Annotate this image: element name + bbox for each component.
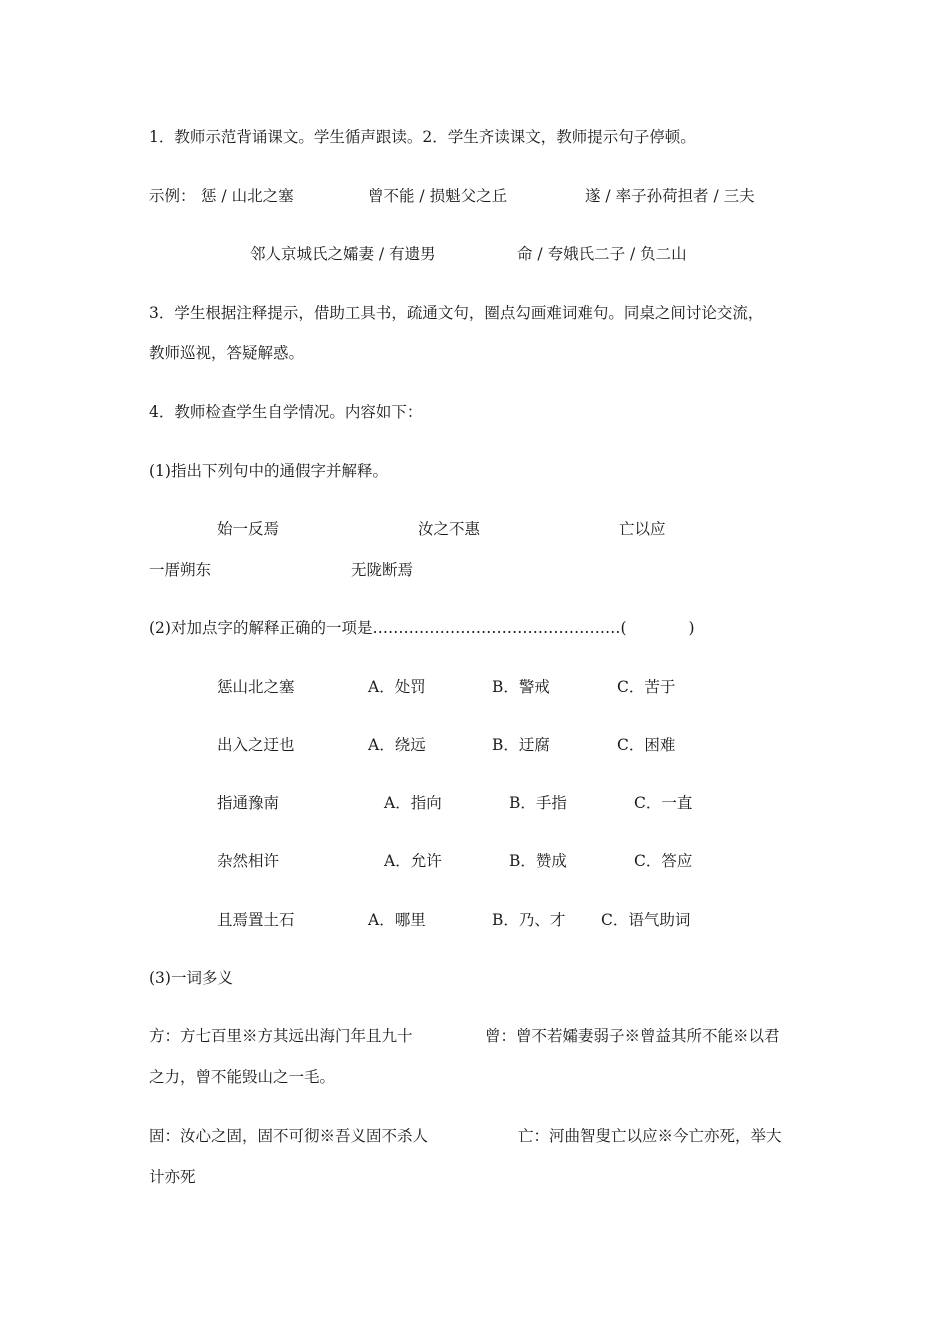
example-label: 示例：	[149, 187, 196, 205]
option-b: B．警戒	[492, 678, 550, 696]
example-item: 邻人京城氏之孀妻 / 有遗男	[250, 245, 436, 263]
question-2-word: 出入之迂也	[217, 736, 295, 754]
option-a: A．处罚	[368, 678, 426, 696]
paragraph-recitation: 1．教师示范背诵课文。学生循声跟读。2．学生齐读课文，教师提示句子停顿。	[149, 128, 696, 146]
option-b: B．手指	[509, 794, 567, 812]
option-c: C．语气助词	[601, 911, 691, 929]
question-3-title: (3)一词多义	[149, 969, 233, 987]
option-b: B．迂腐	[492, 736, 550, 754]
question-2-word: 惩山北之塞	[217, 678, 295, 696]
option-c: C．苦于	[617, 678, 676, 696]
paragraph-check: 4．教师检查学生自学情况。内容如下：	[149, 403, 423, 421]
option-a: A．允许	[384, 852, 442, 870]
polysemy-ceng: 曾：曾不若孀妻弱子※曾益其所不能※以君	[485, 1027, 780, 1045]
option-c: C．困难	[617, 736, 676, 754]
question-1-item: 汝之不惠	[418, 520, 481, 538]
question-2-title	[149, 618, 695, 638]
question-1-item: 一厝朔东	[149, 561, 212, 579]
polysemy-ceng-continued: 之力，曾不能毁山之一毛。	[149, 1068, 336, 1086]
question-2-word: 且焉置土石	[217, 911, 295, 929]
option-b: B．乃、才	[492, 911, 566, 929]
option-a: A．哪里	[368, 911, 426, 929]
question-2-title-close: )	[688, 619, 695, 637]
option-c: C．一直	[634, 794, 693, 812]
question-1-item: 无陇断焉	[351, 561, 414, 579]
polysemy-wang: 亡：河曲智叟亡以应※今亡亦死，举大	[518, 1127, 782, 1145]
example-item: 遂 / 率子孙荷担者 / 三夫	[585, 187, 755, 205]
polysemy-gu: 固：汝心之固，固不可彻※吾义固不杀人	[149, 1127, 429, 1145]
example-item: 命 / 夸娥氏二子 / 负二山	[517, 245, 687, 263]
polysemy-wang-continued: 计亦死	[149, 1168, 196, 1186]
paragraph-self-study: 3．学生根据注释提示，借助工具书，疏通文句，圈点勾画难词难句。同桌之间讨论交流，	[149, 304, 764, 322]
paragraph-self-study: 教师巡视，答疑解惑。	[149, 344, 305, 362]
option-a: A．指向	[384, 794, 442, 812]
question-2-word: 指通豫南	[217, 794, 280, 812]
option-c: C．答应	[634, 852, 693, 870]
example-item: 曾不能 / 损魁父之丘	[368, 187, 508, 205]
question-2-title-text: (2)对加点字的解释正确的一项是…………………………………………(	[149, 619, 627, 637]
question-1-item: 始一反焉	[217, 520, 280, 538]
polysemy-fang: 方：方七百里※方其远出海门年且九十	[149, 1027, 413, 1045]
option-a: A．绕远	[368, 736, 426, 754]
option-b: B．赞成	[509, 852, 567, 870]
question-1-title: (1)指出下列句中的通假字并解释。	[149, 462, 388, 480]
example-item: 惩 / 山北之塞	[201, 187, 294, 205]
question-1-item: 亡以应	[619, 520, 666, 538]
question-2-word: 杂然相许	[217, 852, 280, 870]
